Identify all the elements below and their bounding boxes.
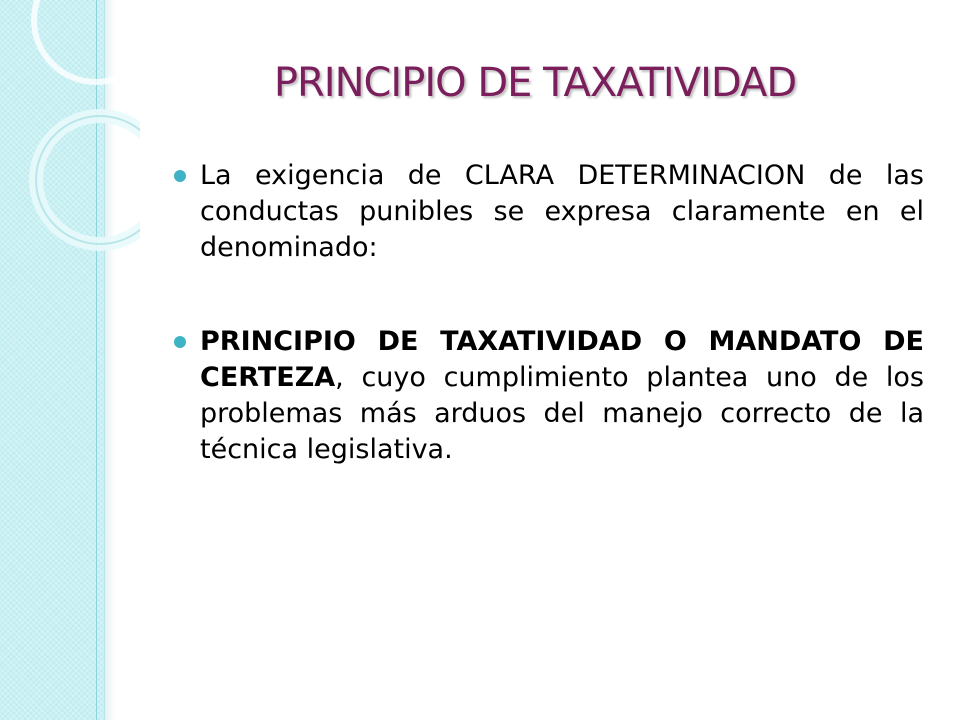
bullet-dot-icon [174,336,186,348]
bullet-bold-text: PRINCIPIO DE TAXATIVIDAD O MANDATO DE CERTEZA [200,326,924,393]
bullet-text: , cuyo cumplimiento plantea uno de los problemas más arduos del manejo correcto de la técnica legislativa. [200,362,924,465]
bullet-dot-icon [174,170,186,182]
bullet-item [200,324,924,468]
bullet-text: La exigencia de CLARA DETERMINACION de las conductas punibles se expresa claramente en el denominado: [200,160,924,263]
bullet-item [200,158,924,266]
slide-title: PRINCIPIO DE TAXATIVIDAD [273,60,797,106]
decorative-ring [34,0,140,82]
decorative-rings [0,0,140,260]
decorative-ring [36,116,140,244]
bullet-list [200,158,924,468]
